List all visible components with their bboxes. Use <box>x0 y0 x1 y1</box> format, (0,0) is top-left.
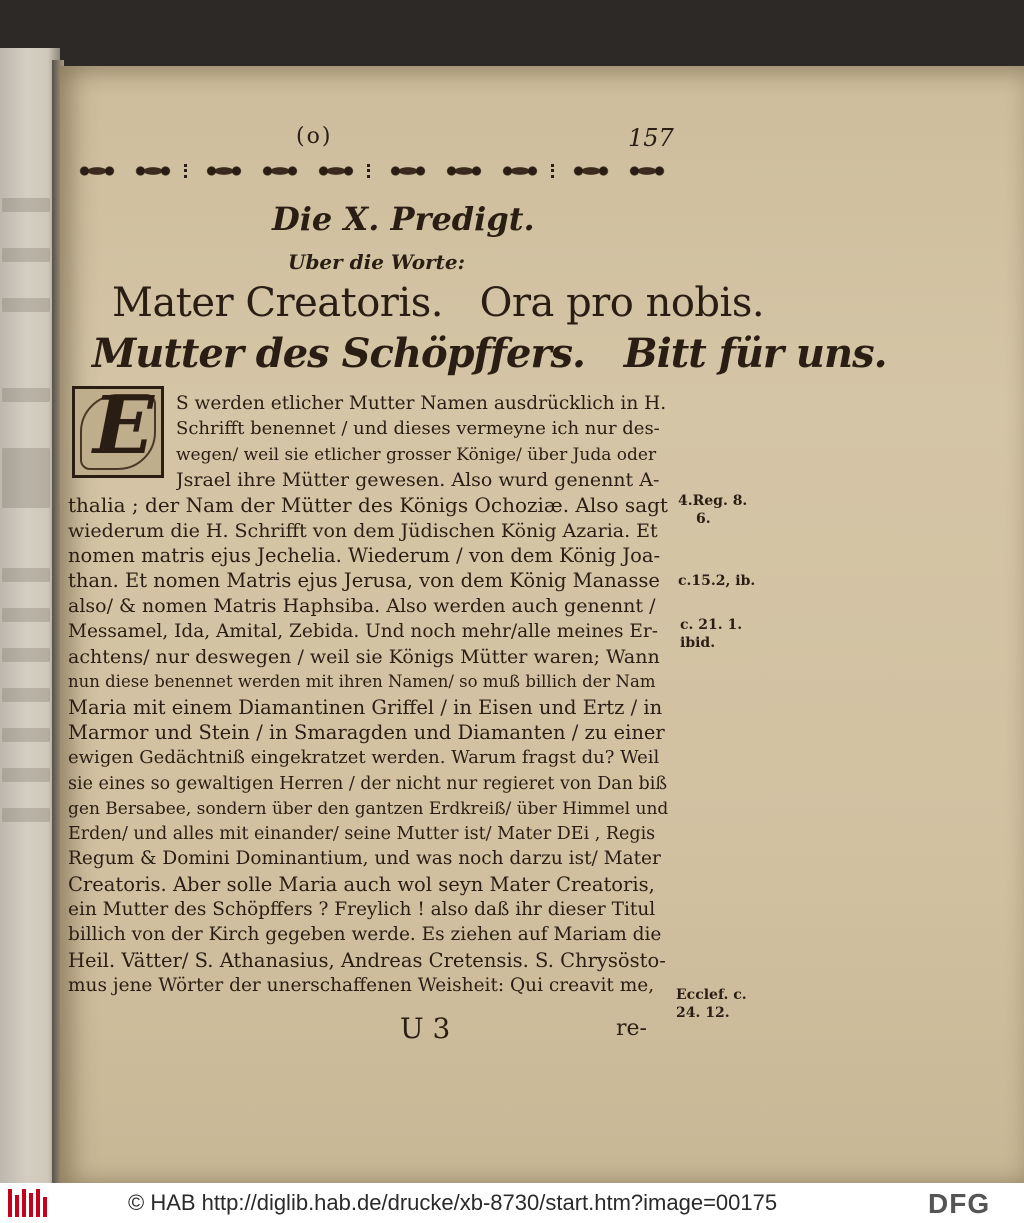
margin-note: 24. 12. <box>676 1005 730 1021</box>
text-line: Maria mit einem Diamantinen Griffel / in Eisen und Ertz / in <box>68 695 663 719</box>
ornament-separator <box>551 164 560 178</box>
ornament-icon <box>622 161 672 181</box>
text-line: Heil. Vätter/ S. Athanasius, Andreas Cretensis. S. Chrysösto- <box>68 948 666 972</box>
ghost-text <box>2 648 50 662</box>
ghost-text <box>2 608 50 622</box>
ghost-text <box>2 198 50 212</box>
text-line: sie eines so gewaltigen Herren / der nicht nur regieret von Dan biß <box>68 773 668 794</box>
hab-logo-icon <box>6 1187 50 1219</box>
footer-bar <box>0 1183 1024 1223</box>
text-line: thalia ; der Nam der Mütter des Königs Ochoziæ. Also sagt <box>68 493 668 518</box>
ornament-icon <box>199 161 249 181</box>
ghost-text <box>2 808 50 822</box>
text-line: billich von der Kirch gegeben werde. Es ziehen auf Mariam die <box>68 924 662 946</box>
margin-note: Ecclef. c. <box>676 987 747 1003</box>
ornament-icon <box>255 161 305 181</box>
ghost-text <box>2 768 50 782</box>
text-line: Creatoris. Aber solle Maria auch wol seyn Mater Creatoris, <box>68 872 655 896</box>
signature-mark: U 3 <box>400 1012 451 1045</box>
catchword: re- <box>616 1016 647 1041</box>
ghost-text <box>2 568 50 582</box>
text-line: Marmor und Stein / in Smaragden und Diamanten / zu einer <box>68 720 665 744</box>
latin-heading: Mater Creatoris. Ora pro nobis. <box>112 280 765 326</box>
margin-note: 6. <box>696 511 711 527</box>
text-line: ewigen Gedächtniß eingekratzet werden. Warum fragst du? Weil <box>68 747 660 769</box>
text-line: nomen matris ejus Jechelia. Wiederum / von dem König Joa- <box>68 543 661 567</box>
text-line: wiederum die H. Schrifft von dem Jüdischen König Azaria. Et <box>68 519 658 542</box>
dfg-logo: DFG <box>928 1188 991 1219</box>
text-line: S werden etlicher Mutter Namen ausdrücklich in H. <box>176 393 667 414</box>
previous-page-edge <box>0 48 60 1183</box>
sermon-title: Die X. Predigt. <box>272 200 535 238</box>
sermon-subtitle: Uber die Worte: <box>288 250 465 274</box>
ornament-icon <box>383 161 433 181</box>
ghost-text <box>2 298 50 312</box>
ghost-text <box>2 728 50 742</box>
ghost-text <box>2 388 50 402</box>
margin-note: ibid. <box>680 635 716 651</box>
text-line: mus jene Wörter der unerschaffenen Weisheit: Qui creavit me, <box>68 974 655 996</box>
text-line: wegen/ weil sie etlicher grosser Könige/ über Juda oder <box>176 444 657 465</box>
source-link[interactable]: © HAB http://diglib.hab.de/drucke/xb-8730/start.htm?image=00175 <box>128 1190 778 1215</box>
text-line: nun diese benennet werden mit ihren Namen/ so muß billich der Nam <box>68 672 656 692</box>
ornament-icon <box>72 161 122 181</box>
margin-note: c. 21. 1. <box>680 617 743 633</box>
ornament-separator <box>184 164 193 178</box>
text-line: than. Et nomen Matris ejus Jerusa, von dem König Manasse <box>68 569 660 593</box>
text-line: Schrifft benennet / und dieses vermeyne ich nur des- <box>176 418 660 440</box>
ornament-icon <box>128 161 178 181</box>
german-heading: Mutter des Schöpffers. Bitt für uns. <box>92 330 887 377</box>
decorated-initial <box>72 378 164 478</box>
margin-note: 4.Reg. 8. <box>678 493 748 509</box>
ghost-illustration <box>2 448 50 508</box>
text-line: ein Mutter des Schöpffers ? Freylich ! also daß ihr dieser Titul <box>68 899 656 920</box>
initial-letter: E <box>93 378 154 472</box>
page-number: 157 <box>628 124 674 152</box>
text-line: achtens/ nur deswegen / weil sie Königs Mütter waren; Wann <box>68 646 660 668</box>
text-line: Regum & Domini Dominantium, und was noch darzu ist/ Mater <box>68 848 661 870</box>
ornament-icon <box>311 161 361 181</box>
running-header: (o) <box>296 124 333 149</box>
text-line: gen Bersabee, sondern über den gantzen Erdkreiß/ über Himmel und <box>68 798 668 819</box>
text-line: Messamel, Ida, Amital, Zebida. Und noch mehr/alle meines Er- <box>68 620 659 642</box>
text-line: Erden/ und alles mit einander/ seine Mutter ist/ Mater DEi , Regis <box>68 824 656 845</box>
ornament-icon <box>439 161 489 181</box>
text-line: Jsrael ihre Mütter gewesen. Also wurd genennt A- <box>176 468 660 491</box>
text-line: also/ & nomen Matris Haphsiba. Also werden auch genennt / <box>68 595 656 618</box>
margin-note: c.15.2, ib. <box>678 573 756 589</box>
ornament-band <box>72 156 672 186</box>
ghost-text <box>2 688 50 702</box>
ornament-icon <box>566 161 616 181</box>
ornament-icon <box>495 161 545 181</box>
ornament-separator <box>367 164 376 178</box>
ghost-text <box>2 248 50 262</box>
